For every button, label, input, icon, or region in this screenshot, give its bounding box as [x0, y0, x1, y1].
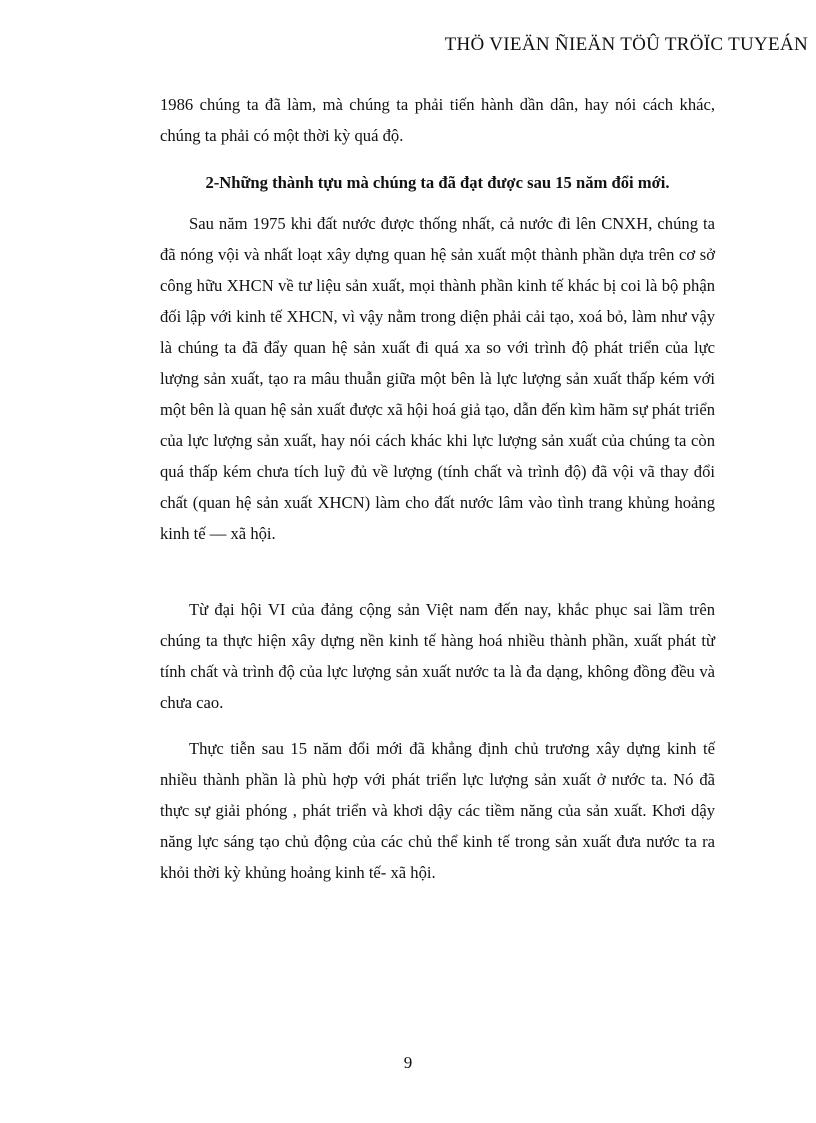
body-paragraph: Thực tiễn sau 15 năm đổi mới đã khẳng định chủ trương xây dựng kinh tế nhiều thành phần là phù hợp với phát triển lực lượng sản xuất ở nước ta. Nó đã thực sự giải phóng , phát triển và khơi dậy các tiềm năng của sản xuất. Khơi dậy năng lực sáng tạo chủ động của các chủ thể kinh tế trong sản xuất đưa nước ta ra khỏi thời kỳ khủng hoảng kinh tế- xã hội. — [160, 739, 715, 882]
body-paragraph: Từ đại hội VI của đảng cộng sản Việt nam đến nay, khắc phục sai lầm trên chúng ta thực hiện xây dựng nền kinh tế hàng hoá nhiều thành phần, xuất phát từ tính chất và trình độ của lực lượng sản xuất nước ta là đa dạng, không đồng đều và chưa cao. — [160, 600, 715, 712]
body-paragraph: Sau năm 1975 khi đất nước được thống nhất, cả nước đi lên CNXH, chúng ta đã nóng vội và nhất loạt xây dựng quan hệ sản xuất một thành phần dựa trên cơ sở công hữu XHCN về tư liệu sản xuất, mọi thành phần kinh tế khác bị coi là bộ phận đối lập với kinh tế XHCN, vì vậy nằm trong diện phải cải tạo, xoá bỏ, làm như vậy là chúng ta đã đẩy quan hệ sản xuất đi quá xa so với trình độ phát triển của lực lượng sản xuất, tạo ra mâu thuẫn giữa một bên là lực lượng sản xuất thấp kém với một bên là quan hệ sản xuất được xã hội hoá giả tạo, dẫn đến kìm hãm sự phát triển của lực lượng sản xuất, hay nói cách khác khi lực lượng sản xuất của chúng ta còn quá thấp kém chưa tích luỹ đủ về lượng (tính chất và trình độ) đã vội vã thay đổi chất (quan hệ sản xuất XHCN) làm cho đất nước lâm vào tình trang khủng hoảng kinh tế — xã hội. — [160, 214, 715, 543]
intro-paragraph: 1986 chúng ta đã làm, mà chúng ta phải tiến hành dần dân, hay nói cách khác, chúng ta phải có một thời kỳ quá độ. — [160, 95, 715, 145]
page-number: 9 — [403, 1053, 413, 1072]
section-heading: 2-Những thành tựu mà chúng ta đã đạt được sau 15 năm đổi mới. — [205, 173, 670, 192]
running-header: THÖ VIEÄN ÑIEÄN TÖÛ TRÖÏC TUYEÁN — [444, 34, 808, 55]
